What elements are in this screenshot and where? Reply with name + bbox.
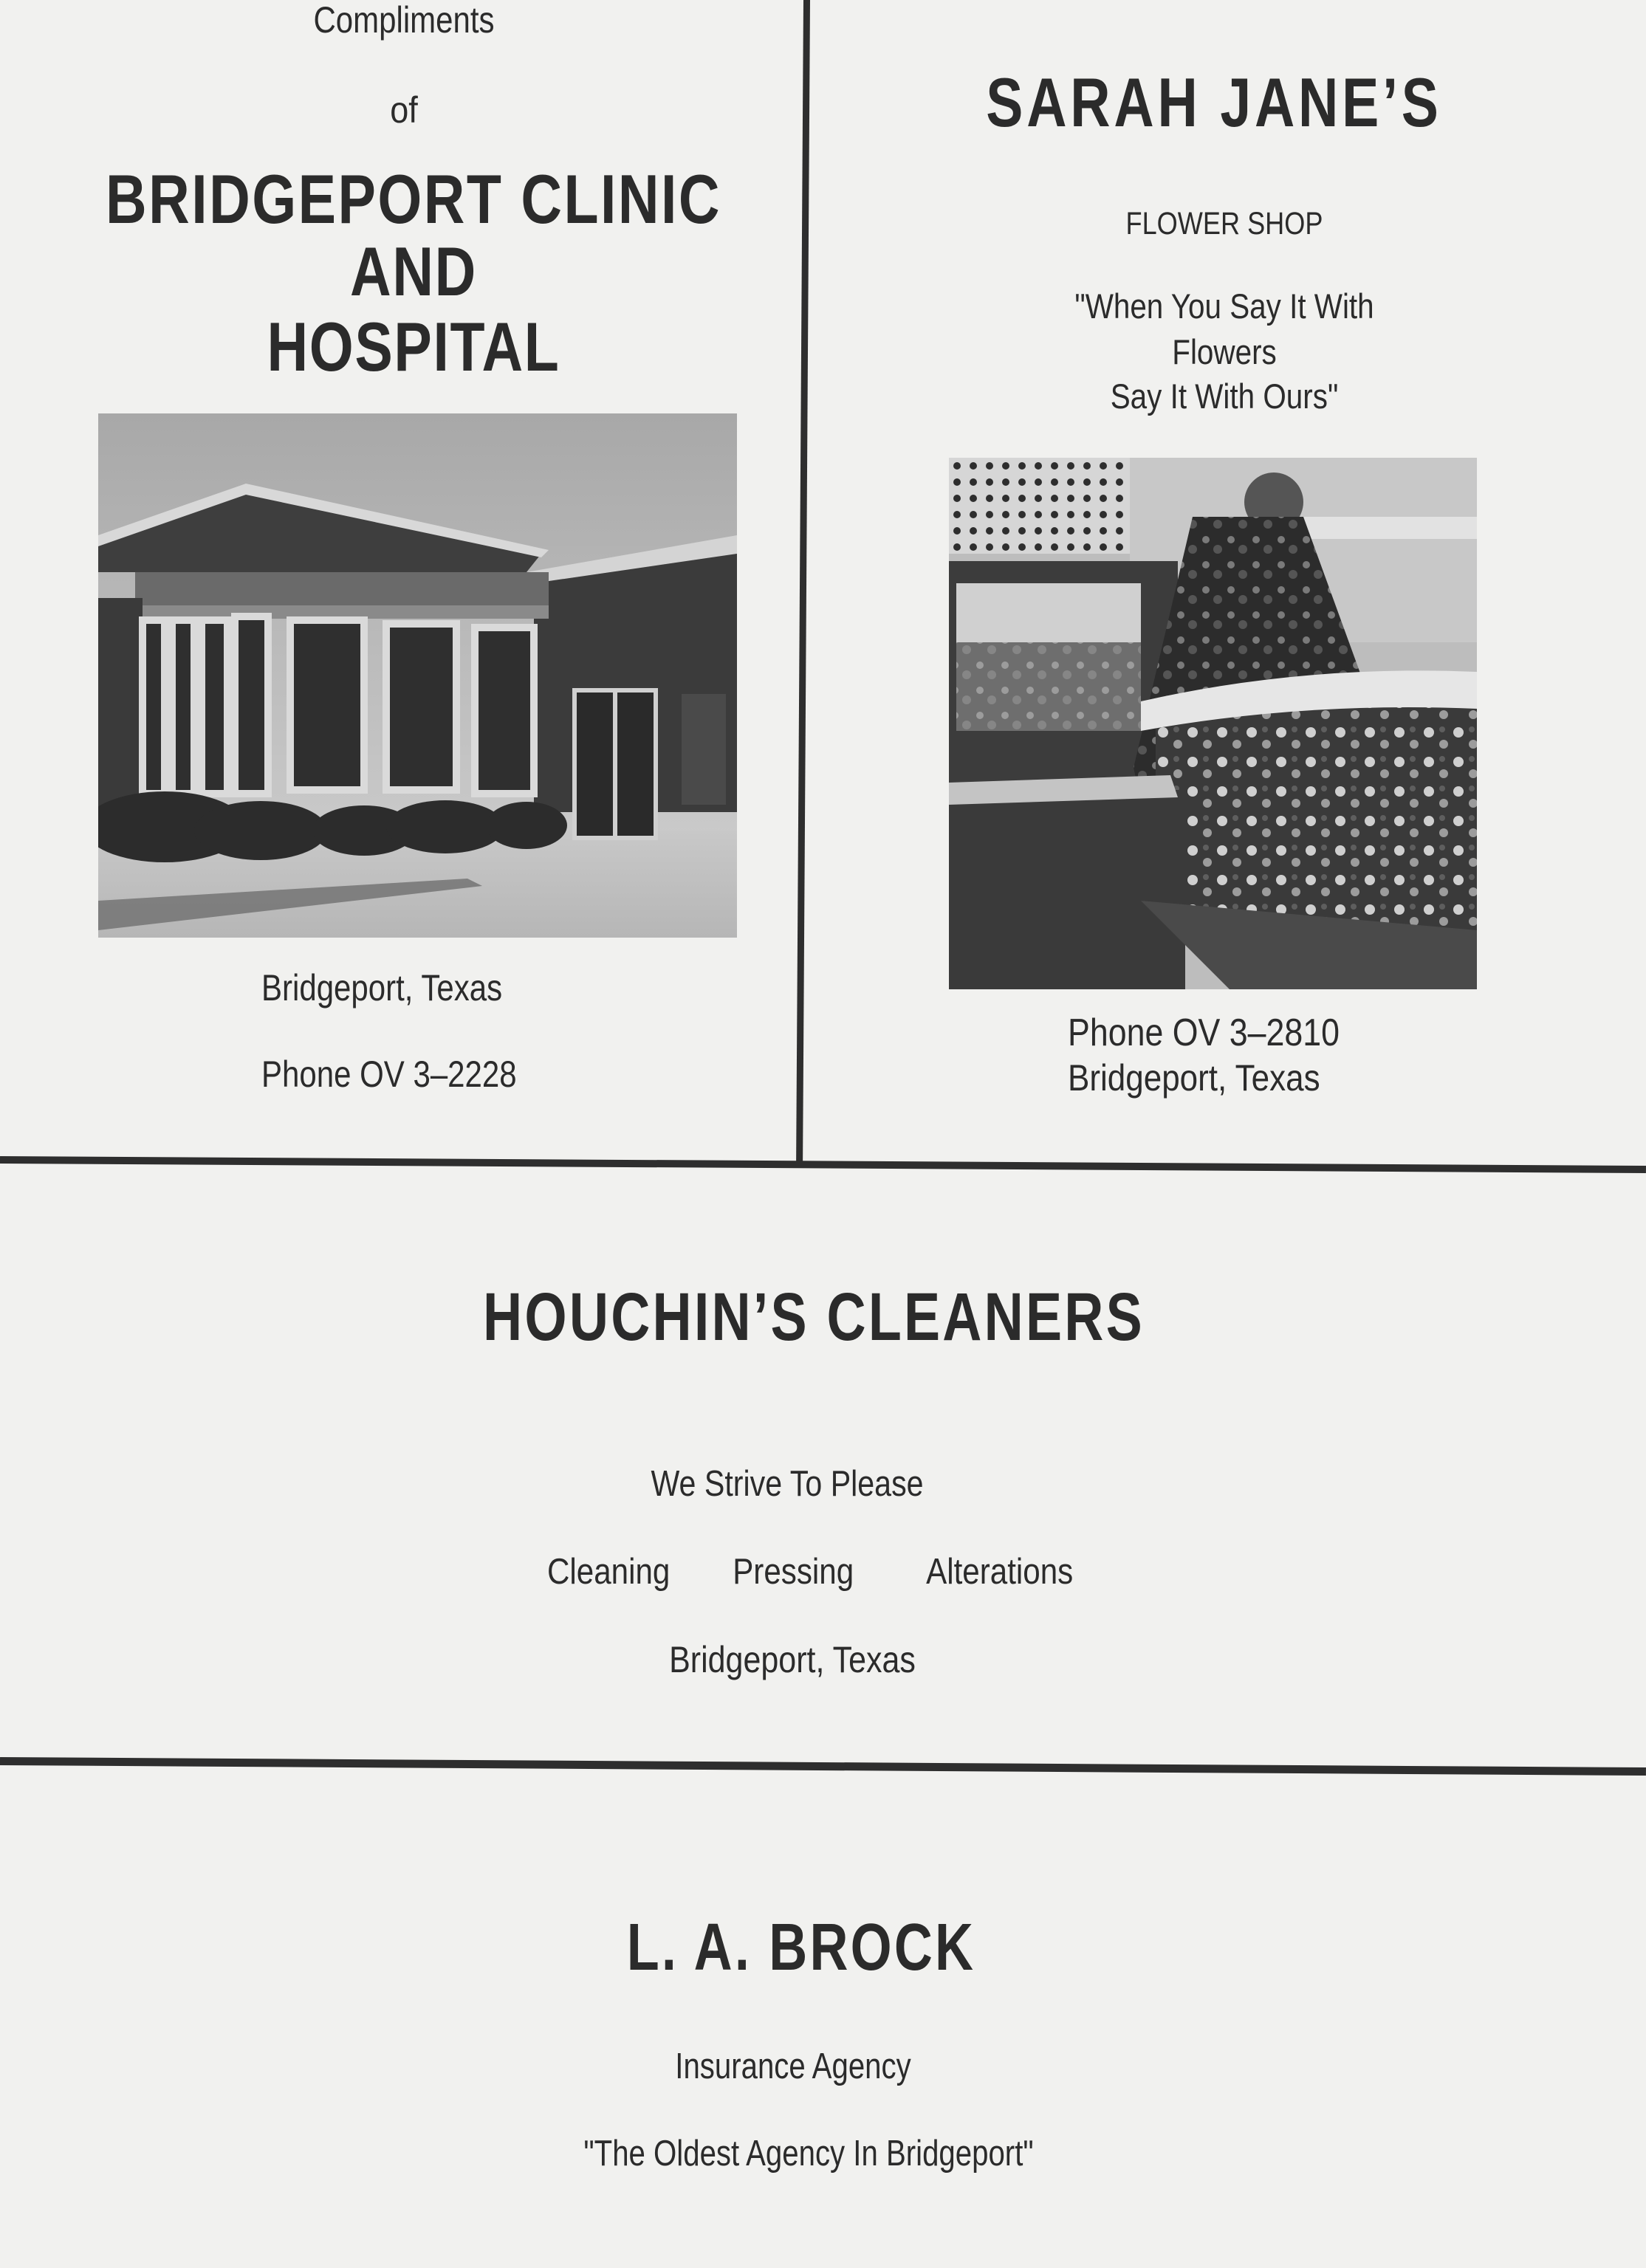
clinic-name-line2: AND (350, 233, 477, 310)
clinic-building-illustration (98, 413, 737, 938)
flower-shop-subtitle: FLOWER SHOP (1125, 206, 1323, 241)
flower-shop-slogan-line2: Flowers (1172, 332, 1277, 371)
clinic-intro-of: of (390, 89, 418, 131)
horizontal-divider-top (0, 1156, 1646, 1173)
insurance-name: L. A. BROCK (626, 1911, 976, 1984)
cleaners-services (547, 1554, 1073, 1595)
flower-shop-slogan-line3: Say It With Ours" (1110, 377, 1339, 416)
cleaners-service-cleaning: Cleaning (547, 1552, 671, 1592)
flower-shop-slogan-line1: "When You Say It With (1074, 286, 1374, 326)
clinic-name-line3: HOSPITAL (267, 308, 560, 385)
flower-shop-interior-illustration (949, 458, 1477, 989)
insurance-subtitle: Insurance Agency (675, 2047, 911, 2086)
cleaners-service-alterations: Alterations (925, 1552, 1073, 1592)
cleaners-service-pressing: Pressing (733, 1552, 854, 1592)
flower-shop-interior-photo (949, 458, 1477, 989)
clinic-phone: Phone OV 3–2228 (261, 1054, 517, 1095)
clinic-location: Bridgeport, Texas (261, 967, 503, 1008)
clinic-name-line1: BRIDGEPORT CLINIC (105, 160, 722, 238)
flower-shop-phone: Phone OV 3–2810 (1068, 1011, 1340, 1054)
flower-shop-name: SARAH JANE’S (986, 63, 1442, 141)
cleaners-name: HOUCHIN’S CLEANERS (483, 1279, 1145, 1355)
clinic-intro-compliments: Compliments (313, 0, 495, 41)
flower-shop-location: Bridgeport, Texas (1068, 1057, 1320, 1099)
cleaners-location: Bridgeport, Texas (669, 1639, 916, 1680)
insurance-slogan: "The Oldest Agency In Bridgeport" (583, 2134, 1034, 2174)
clinic-building-photo (98, 413, 737, 938)
horizontal-divider-bottom (0, 1757, 1646, 1776)
cleaners-slogan: We Strive To Please (651, 1464, 924, 1504)
vertical-divider (796, 0, 810, 1165)
